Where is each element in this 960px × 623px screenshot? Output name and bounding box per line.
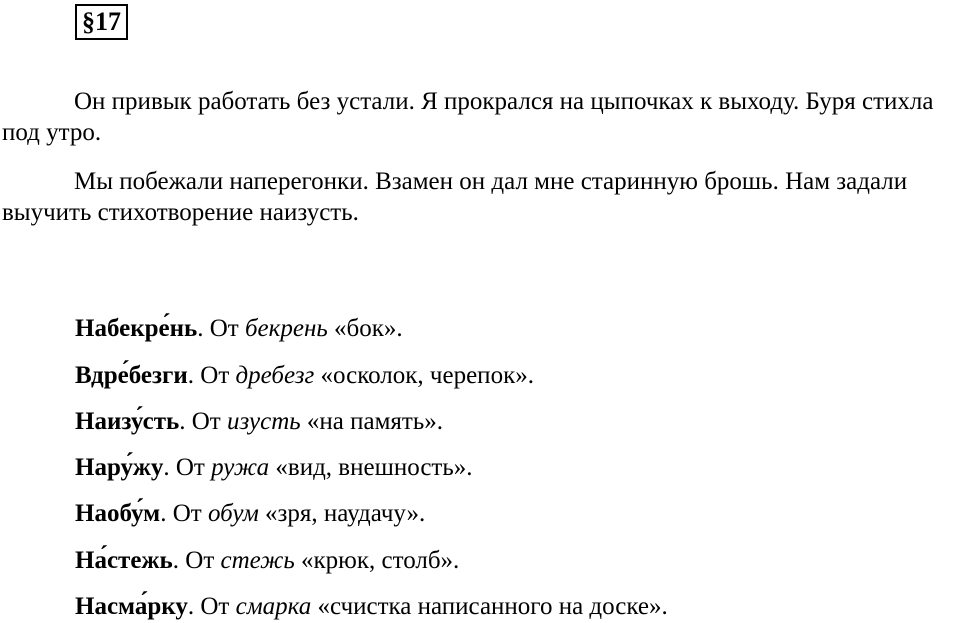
entry-source: ружа	[211, 454, 270, 481]
etymology-entry	[75, 591, 668, 622]
entry-source: стежь	[220, 547, 295, 574]
entry-source: бекрень	[244, 315, 328, 342]
entry-from: . От	[187, 593, 236, 620]
entry-meaning: «осколок, черепок».	[314, 362, 534, 389]
entry-meaning: «зря, наудачу».	[258, 500, 426, 527]
entry-meaning: «счистка написанного на доске».	[311, 593, 668, 620]
entry-from: . От	[179, 408, 227, 435]
etymology-entry	[75, 313, 403, 344]
entry-word: Насма́рку	[75, 593, 188, 620]
entry-source: дребезг	[235, 362, 315, 389]
entry-from: . От	[172, 547, 221, 574]
etymology-entry	[75, 452, 473, 483]
entry-meaning: «вид, внешность».	[269, 454, 473, 481]
entry-from: . От	[163, 454, 212, 481]
entry-from: . От	[187, 362, 236, 389]
entry-word: Наизу́сть	[75, 408, 180, 435]
entry-word: Вдре́безги	[75, 362, 188, 389]
entry-word: Набекре́нь	[75, 315, 198, 342]
etymology-entry	[75, 406, 443, 437]
etymology-entry	[75, 360, 534, 391]
entry-from: . От	[160, 500, 208, 527]
entry-meaning: «бок».	[327, 315, 403, 342]
entry-meaning: «на память».	[300, 408, 444, 435]
section-number: §17	[75, 4, 128, 40]
entry-meaning: «крюк, столб».	[294, 547, 460, 574]
entry-source: изусть	[226, 408, 301, 435]
etymology-entry	[75, 545, 459, 576]
entry-source: смарка	[235, 593, 312, 620]
entry-word: На́стежь	[75, 547, 173, 574]
etymology-entry	[75, 498, 425, 529]
entry-word: Наобу́м	[75, 500, 161, 527]
exercise-paragraph-2: Мы побежали наперегонки. Взамен он дал мне старинную брошь. Нам задали выучить стихотворение наизусть.	[2, 168, 908, 226]
entry-word: Нару́жу	[75, 454, 164, 481]
exercise-paragraph-1: Он привык работать без устали. Я прокрался на цыпочках к выходу. Буря стихла под утро.	[2, 88, 934, 146]
entry-source: обум	[207, 500, 259, 527]
entry-from: . От	[197, 315, 245, 342]
